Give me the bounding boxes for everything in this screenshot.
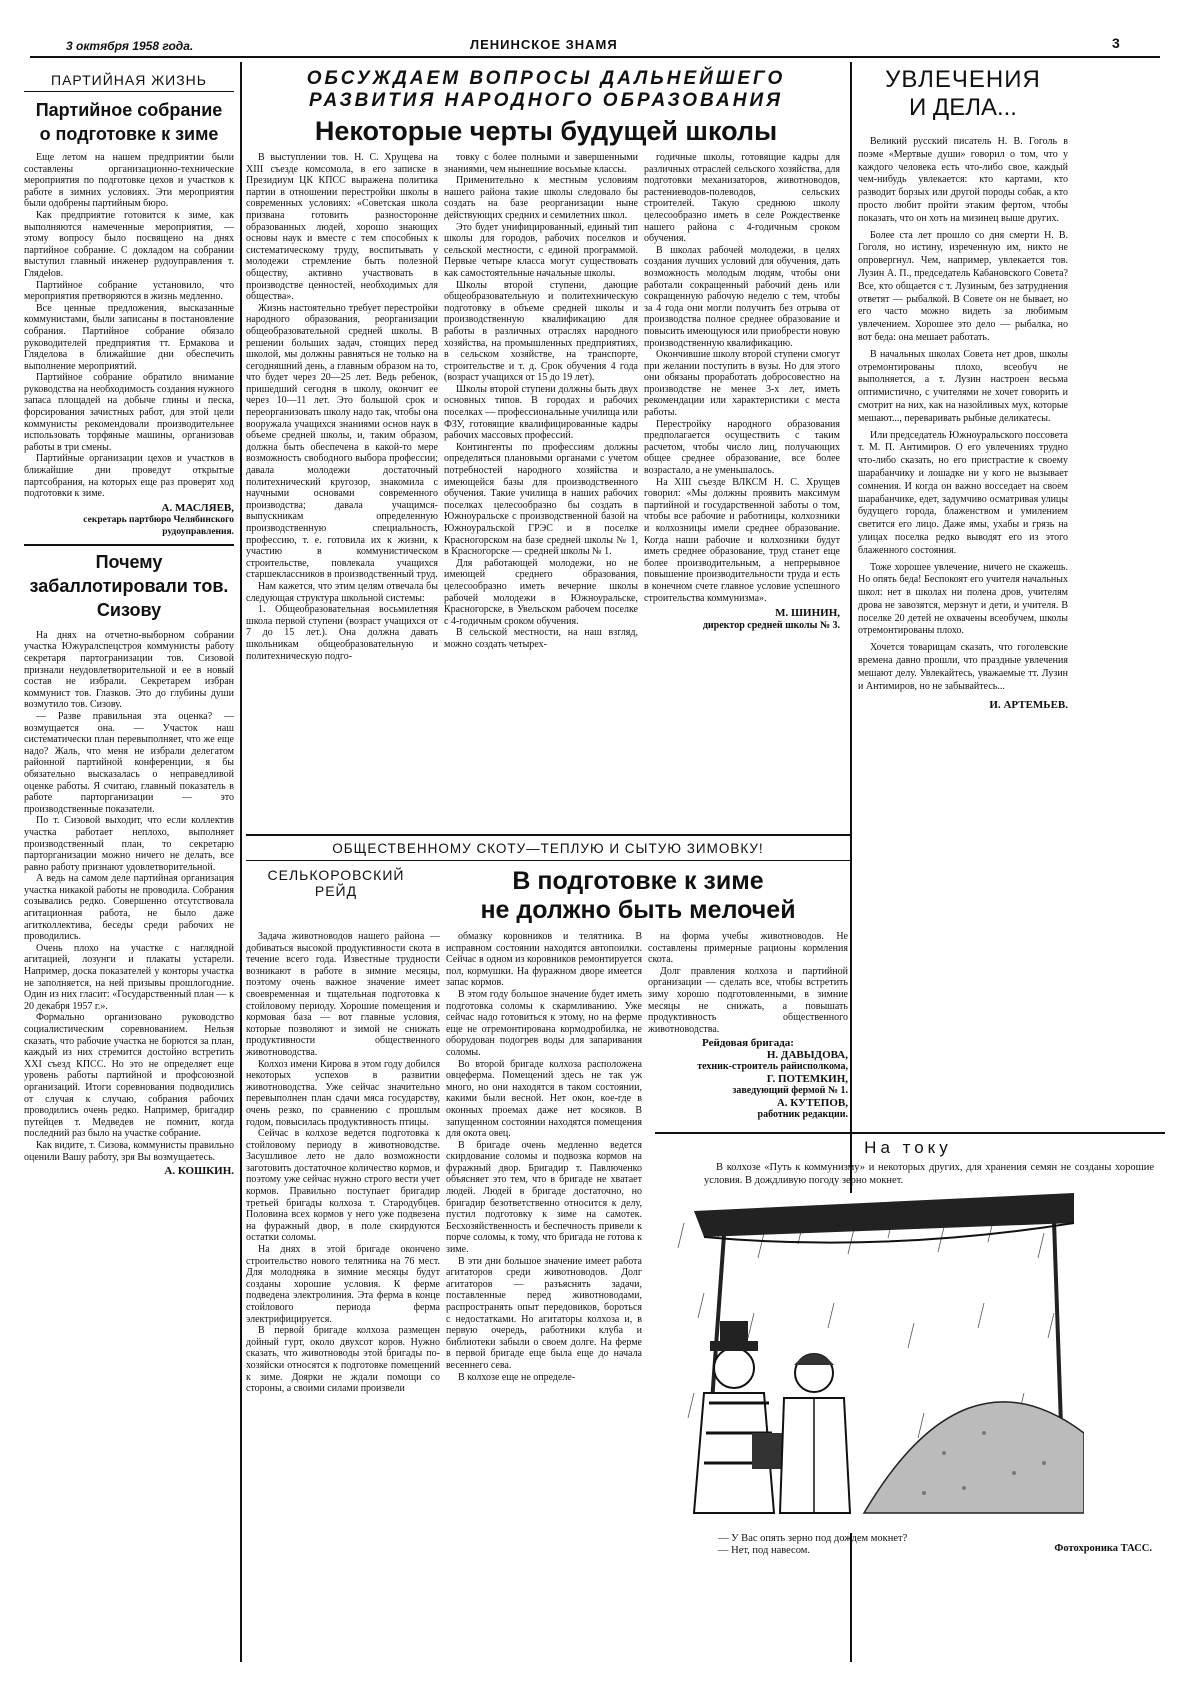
paragraph: В этом году большое значение будет иметь подготовка соломы к скармливанию. Уже сейчас надо готовиться к этому, но на ферме еще не отремонтирована кормодробилка, не оборудован подогрев воды для запаривания соломы. (446, 988, 642, 1058)
paragraph: Очень плохо на участке с наглядной агитацией, лозунги и плакаты устарели. Например, доска показателей у конторы участка не заполняется, на ней призывы прошлогодние. Один из них гласит: «Государственный план — к 20 декабря 1957 г.». (24, 942, 234, 1012)
paragraph: Партийное собрание обратило внимание руководства на необходимость создания нужного запаса площадей на добыче глины и песка, форсирования зачистных работ, для этой цели коммунисты рекомендовали производительнее использовать торфяные машины, организовав работы в три смены. (24, 372, 234, 453)
title-line: В подготовке к зиме (512, 867, 764, 895)
text-column (444, 152, 638, 662)
paragraph: годичные школы, готовящие кадры для различных отраслей сельского хозяйства, для подготовки механизаторов, животноводов, растениеводов-полеводов, сельских строителей. Такую среднюю школу целесообразно иметь в селе Рождественке нашего района с 4-годичным сроком обучения. (644, 152, 840, 245)
paragraph: Сейчас в колхозе ведется подготовка к стойловому периоду в животноводстве. Засушливое лето не дало возможности заготовить достаточное количество кормов, и поэтому уже сейчас нужно строго вести учет кормов. Правильно поступает бригадир третьей бригады колхоза т. Стародубцев. Половина всех кормов у него уже подвезена на фуражный двор, в поле скирдуются остатки соломы. (246, 1128, 440, 1244)
author-role: директор средней школы № 3. (702, 619, 840, 631)
rubric-line: ОБСУЖДАЕМ ВОПРОСЫ ДАЛЬНЕЙШЕГО (306, 68, 786, 89)
paragraph: На XIII съезде ВЛКСМ Н. С. Хрущев говорил: «Мы должны проявить максимум партийной и государственной заботы о том, чтобы все рабочие и работницы, колхозники и колхозницы имели среднее образование. Когда наши рабочие и колхозники будут иметь среднее образование, труд станет еще более производительным, а непрерывное повышение производительности труда и есть в конечном счете главное условие успешного строительства коммунизма». (644, 476, 840, 604)
rubric-party-life: ПАРТИЙНАЯ ЖИЗНЬ (24, 72, 234, 92)
article-title: Партийное собрание о подготовке к зиме (35, 100, 223, 144)
paragraph: В бригаде очень медленно ведется скирдование соломы и подвозка кормов на фуражный двор. Бригадир т. Павлюченко объясняет это тем, что в бригаде не хватает людей. Людей в бригаде достаточно, но бригадир безответственно относится к делу, пустил подготовку к зиме на самотек. Бесхозяйственность и беспечность привели к порче соломы, к тому, что бригада не готова к зиме. (446, 1139, 642, 1256)
column-rule (240, 62, 242, 1662)
section-rule (655, 1132, 1165, 1134)
cartoon-illustration (664, 1193, 1084, 1533)
author: М. ШИНИН, (775, 607, 840, 620)
text-column (644, 152, 840, 662)
school-article (246, 62, 846, 662)
rubric-livestock: ОБЩЕСТВЕННОМУ СКОТУ—ТЕПЛУЮ И СЫТУЮ ЗИМОВКУ! (246, 836, 850, 861)
masthead-rule (30, 56, 1160, 58)
article-body (24, 630, 234, 1163)
paragraph: В сельской местности, на наш взгляд, можно создать четырех- (444, 627, 638, 650)
member-name: А. КУТЕПОВ, (776, 1097, 848, 1110)
paragraph: Тоже хорошее увлечение, ничего не скажешь. Но опять беда! Беспокоят его учителя начальных школ: нет в школах ни полена дров, учителям дрова не завозятся, мерзнут и дети, и учителя. В поселке 20 детей не охвачены всеобучем, школы отремонтированы плохо. (858, 561, 1068, 637)
article-title: УВЛЕЧЕНИЯ (885, 66, 1041, 93)
paragraph: По т. Сизовой выходит, что если коллектив участка работает неплохо, выполняет производственный план, то секретарю парторганизации можно ничего не делать, все равно работу признают удовлетворительной. (24, 815, 234, 873)
paragraph: Формально организовано руководство социалистическим соревнованием. Нельзя сказать, что рабочие участка не борются за план, каждый из них стремится достойно встретить XXI съезд КПСС. Но это не определяет еще уровень работы партийной и профсоюзной организаций. Итоги соревнования подводились от случая к случаю, собрания рабочих проводились очень редко. Например, бригадир путейцев т. Медведев не помнит, когда последний раз было на участке собрание. (24, 1012, 234, 1140)
paragraph: А ведь на самом деле партийная организация участка никакой работы не проводила. Собрания созывались редко. Совершенно отсутствовала агитационная работа, не было даже агитколлектива, беседы среди рабочих не проводились. (24, 873, 234, 943)
paragraph: Задача животноводов нашего района — добиваться высокой продуктивности скота в течение всего года. Известные трудности возникают в работе в зимние месяцы, поэтому очень важное значение имеет своевременная и тщательная подготовка к стойловому периоду. Хорошие помещения и кормовая база — вот главные условия, которые позволяют и зимой не снижать продуктивности общественного животноводства. (246, 931, 440, 1058)
paragraph: Во второй бригаде колхоза расположена овцеферма. Помещений здесь не так уж много, но они находятся в таком состоянии, какими были весной. Нет окон, кое-где в оконных проемах даже нет косяков. В запущенном состоянии находятся помещения для окота овец. (446, 1058, 642, 1140)
paragraph: Применительно к местным условиям нашего района такие школы следовало бы создать на базе реорганизации ныне действующих средних и семилетних школ. (444, 175, 638, 221)
right-column (858, 66, 1068, 711)
article-columns (246, 152, 846, 662)
member-role: работник редакции. (757, 1109, 848, 1121)
paragraph: На днях на отчетно-выборном собрании участка Южуралспецстроя коммунисты работу секретаря партогранизации тов. Сизовой признали неудовлетворительной и ее в новый состав не избрали. Секретарем избран коммунист тов. Глазков. Это до глубины души возмутило тов. Сизову. (24, 629, 234, 711)
paragraph: На днях в этой бригаде окончено строительство нового телятника на 76 мест. Для молодняка в зимние месяцы будут созданы хорошие условия. К ферме подведена электролиния. Эта ферма в конце стойлового периода ферма электрифицируется. (246, 1244, 440, 1325)
raid-header (246, 867, 850, 925)
cartoon-block (658, 1136, 1158, 1554)
paragraph: обмазку коровников и телятника. В исправном состоянии находятся автопоилки. Сейчас в одном из коровников ремонтируется пол, кормушки. На фуражном дворе имеется запас кормов. (446, 931, 642, 989)
newspaper-title: ЛЕНИНСКОЕ ЗНАМЯ (470, 37, 618, 52)
page-number: 3 (1112, 35, 1120, 51)
raid-label (246, 867, 426, 899)
paragraph: товку с более полными и завершенными знаниями, чем нынешние восьмые классы. (444, 152, 638, 175)
paragraph: В выступлении тов. Н. С. Хрущева на XIII съезде комсомола, в его записке в Президиум ЦК КПСС выражена политика партии в отношении перестройки школы в современных условиях: «Советская школа призвана готовить разносторонне образованных людей, хорошо знающих основы наук и вместе с тем способных к систематическому труду, воспитывать у молодежи стремление быть полезной обществу, активно участвовать в производстве ценностей, необходимых для общества». (246, 152, 438, 303)
rubric-line: РАЗВИТИЯ НАРОДНОГО ОБРАЗОВАНИЯ (309, 90, 783, 111)
paragraph: Или председатель Южноуральского поссовета т. М. П. Антимиров. О его увлечениях трудно что-либо сказать, но его пристрастие к своему шарабанчику и лошадке ни у кого не вызывает сомнения. И когда он важно восседает на своем шарабанчике, едет, задумчиво осматривая улицы будущего города, блаженством и умилением светится его лицо. Даже ямы, ухабы и грязь на улицах поселка редко выводят его из этого блаженного состояния. (858, 429, 1068, 556)
member-role: техник-строитель райисполкома, (697, 1061, 848, 1073)
photo-credit: Фотохроника ТАСС. (1054, 1543, 1152, 1554)
paragraph: Долг правления колхоза и партийной организации — сделать все, чтобы встретить зиму хорошо подготовленными, в зимние месяцы не снижать, а повышать продуктивность общественного животноводства. (648, 965, 848, 1035)
divider (24, 544, 234, 546)
text-column (246, 152, 438, 662)
raid-label-line: РЕЙД (314, 883, 358, 899)
paragraph: Окончившие школу второй ступени смогут при желании поступить в вузы. Но для этого они обязаны проработать добросовестно на производстве не менее 3-х лет, иметь рекомендации или характеристики с места работы. (644, 349, 840, 419)
article-title: Некоторые черты будущей школы (314, 116, 778, 146)
member-name: Н. ДАВЫДОВА, (766, 1049, 848, 1062)
paragraph: Партийные организации цехов и участков в ближайшие дни проведут открытые партсобрания, на которых еще раз проверят ход подготовки к зиме. (24, 453, 234, 500)
paragraph: Контингенты по профессиям должны определяться плановыми органами с учетом потребностей народного хозяйства и имеющейся базы для производственного обучения. Такие училища в наших рабочих поселках целесообразно бы создать в Южноуральске с производственной базой на Южноуральской ГРЭС и в поселке Красногорском на базе средней школы № 1, в Красногорске — средней школы № 1. (444, 441, 638, 558)
paragraph: Еще летом на нашем предприятии были составлены организационно-технические мероприятия по подготовке цехов и участков к работе в зимних условиях. Эти мероприятия были одобрены партийным бюро. (24, 152, 234, 210)
cartoon-drawing (664, 1193, 1084, 1533)
left-column (24, 64, 234, 1177)
paragraph: Как предприятие готовится к зиме, как выполняются намеченные мероприятия, — этому вопросу было посвящено на днях партийное собрание. С докладом на собрании выступил главный инженер рудоуправления т. Глядełов. (24, 209, 234, 279)
paragraph: Для работающей молодежи, но не имеющей среднего образования, целесообразно иметь вечерние школы рабочей молодежи в Южноуральске, Красногорске, в Увельском рабочем поселке с 4-годичным сроком обучения. (444, 557, 638, 627)
article-body (858, 136, 1068, 693)
caption-question: — У Вас опять зерно под дождем мокнет? (718, 1533, 908, 1544)
paragraph: на форма учебы животноводов. Не составлены примерные рационы кормления скота. (648, 931, 848, 966)
paragraph: В колхозе еще не определе- (458, 1371, 576, 1383)
raid-label-line: СЕЛЬКОРОВСКИЙ (267, 867, 405, 883)
article-body (24, 152, 234, 500)
author: А. МАСЛЯЕВ, (161, 501, 234, 514)
paragraph: Нам кажется, что этим целям отвечала бы следующая структура школьной системы: (246, 580, 438, 604)
brigade-label: Рейдовая бригада: (702, 1037, 794, 1050)
title-line: не должно быть мелочей (480, 896, 796, 924)
raid-title (426, 867, 850, 925)
member-name: Г. ПОТЕМКИН, (766, 1073, 848, 1086)
brigade-members (648, 1049, 848, 1121)
author: А. КОШКИН. (164, 1165, 234, 1178)
paragraph: Как видите, т. Сизова, коммунисты правильно оценили Вашу работу, зря Вы возмущаетесь. (24, 1139, 234, 1163)
paragraph: В первой бригаде колхоза размещен дойный гурт, около двухсот коров. Нужно сказать, что животноводы этой бригады по-хозяйски относятся к подготовке помещений к зиме. Доярки не ждали помощи со стороны, а своими силами произвели (246, 1325, 440, 1395)
paragraph: Колхоз имени Кирова в этом году добился некоторых успехов в развитии животноводства. Уже сейчас значительно перевыполнен план сдачи мяса государству, очень резко, по сравнению с прошлым годом, повысилась продуктивность птицы. (246, 1058, 440, 1128)
paragraph: В школах рабочей молодежи, в целях создания лучших условий для обучения, дать возможность молодым людям, чтобы они работали сокращенный рабочий день или сокращенную рабочую неделю с тем, чтобы за 4 года они могли получить без отрыва от производства полное среднее образование и повысить имеющуюся или приобрести новую производственную квалификацию. (644, 244, 840, 349)
paragraph: Хочется товарищам сказать, что гоголевские времена давно прошли, что праздные увлечения мешают делу. Увлекайтесь, уважаемые тт. Лузин и Антимиров, но не забывайтесь... (858, 642, 1068, 692)
cartoon-lead: В колхозе «Путь к коммунизму» и некоторых других, для хранения семян не созданы хорошие условия. В дождливую погоду зерно мокнет. (704, 1162, 1154, 1186)
paragraph: Более ста лет прошло со дня смерти Н. В. Гоголя, но истину, изреченную им, никто не опровергнул. Чем, например, увлекается тов. Лузин А. П., председатель Кабановского Совета? Все, кто общается с т. Лузиным, без затруднения ответят — рыбалкой. В Совете он не бывает, но его часто можно видеть за любимым увлечением. Хорошее это дело — рыбалка, но вот беда: она мешает работать. (858, 229, 1068, 343)
paragraph: В эти дни большое значение имеет работа агитаторов среди животноводов. Долг агитаторов — разъяснять задачи, поставленные перед животноводами, распространять опыт передовиков, бороться с недостатками. Но агитаторы колхоза и, в первую очередь, работники клуба и библиотеки забыли о своем долге. На ферме в первой бригаде еще была еще до начала весеннего сева. (446, 1255, 642, 1371)
author: И. АРТЕМЬЕВ. (989, 699, 1068, 712)
paragraph: Школы второй ступени, дающие общеобразовательную и политехническую подготовку в объеме средней школы и производственную квалификацию для работы в различных отраслях народного хозяйства, на промышленных предприятиях, в сельском хозяйстве, на транспорте, строительстве и т. д. Срок обучения 4 года (возраст учащихся от 15 до 19 лет). (444, 279, 638, 384)
cartoon-title: На току (864, 1138, 952, 1157)
column-body (648, 931, 848, 1035)
paragraph: Школы второй ступени должны быть двух основных типов. В городах и рабочих поселках — профессиональные училища или ФЗУ, готовящие квалифицированные кадры рабочих массовых профессий. (444, 383, 638, 442)
paragraph: Это будет унифицированный, единый тип школы для городов, рабочих поселков и сельской местности, с единой программой. Первые четыре класса могут существовать как самостоятельные начальные школы. (444, 221, 638, 279)
article-title: Почему забаллотировали тов. Сизову (29, 551, 229, 620)
paragraph: 1. Общеобразовательная восьмилетняя школа первой ступени (возраст учащихся от 7 до 15 лет.). Она должна давать школьникам общеобразовательную и политехническую подго- (246, 604, 438, 662)
article-title: И ДЕЛА... (909, 94, 1017, 121)
text-column (246, 931, 440, 1395)
issue-date: 3 октября 1958 года. (66, 39, 194, 53)
paragraph: Партийное собрание установило, что мероприятия претворяются в жизнь медленно. (24, 279, 234, 303)
paragraph: Все ценные предложения, высказанные коммунистами, были записаны в постановление собрания. Партийное собрание обязало руководителей предприятия тт. Ермакова и Глядeлова в ближайшие дни обеспечить выполнение мероприятий. (24, 302, 234, 372)
paragraph: Великий русский писатель Н. В. Гоголь в поэме «Мертвые души» говорил о том, что у каждого человека есть что-либо свое, каждый чем-нибудь увлекается: кто картами, кто разводит борзых или другой породы собак, а кто просто любит пройти этаким фертом, чтобы показать, что он хоть на мизинец выше других. (858, 136, 1068, 224)
text-column (446, 931, 642, 1395)
paragraph: Перестройку народного образования предполагается осуществить с таким расчетом, чтобы число лиц, получающих общее среднее образование, все более возрастало, а не уменьшалось. (644, 418, 840, 477)
paragraph: — Разве правильная эта оценка? — возмущается она. — Участок наш систематически план перевыполняет, что же еще надо? Жаль, что меня не избрали делегатом районной партийной конференции, я бы обязательно высказалась о неправедливой оценке работы. Я считаю, главный показатель в работе парторганизации — это производственные показатели. (24, 710, 234, 815)
author-role: секретарь партбюро Челябинского рудоуправления. (83, 514, 234, 537)
member-role: заведующий фермой № 1. (732, 1085, 848, 1097)
paragraph: В начальных школах Совета нет дров, школы отремонтированы плохо, всеобуч не выполняется, а т. Лузин настроен весьма оптимистично, с учителями не хочет говорить и смотрит на них, как на назойливых мух, которые мешают..., переваривать рыбные деликатесы. (858, 348, 1068, 424)
paragraph: Жизнь настоятельно требует перестройки народного образования, реорганизации общеобразовательной средней школы. В решении больших задач, стоящих перед школой, мы должны равняться не только на сегодняшний день, а главным образом на то, что будет через 20—25 лет. Ведь ребенок, пришедший сегодня в школу, окончит ее через 10—11 лет. Это большой срок и переорганизовать школу надо так, чтобы она вооружала учащихся знаниями основ наук в объеме средней школы, и, таким образом, должна быть обеспечена в какой-то мере возможность свободного выбора профессии; давала молодежи достаточный политехнический кругозор, знакомила с научными основами современного производства; давала учащимся-выпускникам определенную производственную специальность, профессию, т. е. готовила их к жизни, к участию в коммунистическом строительстве, повлекала учащихся старшеклассников в производственный труд. (246, 302, 438, 581)
caption-answer: — Нет, под навесом. (718, 1545, 811, 1556)
